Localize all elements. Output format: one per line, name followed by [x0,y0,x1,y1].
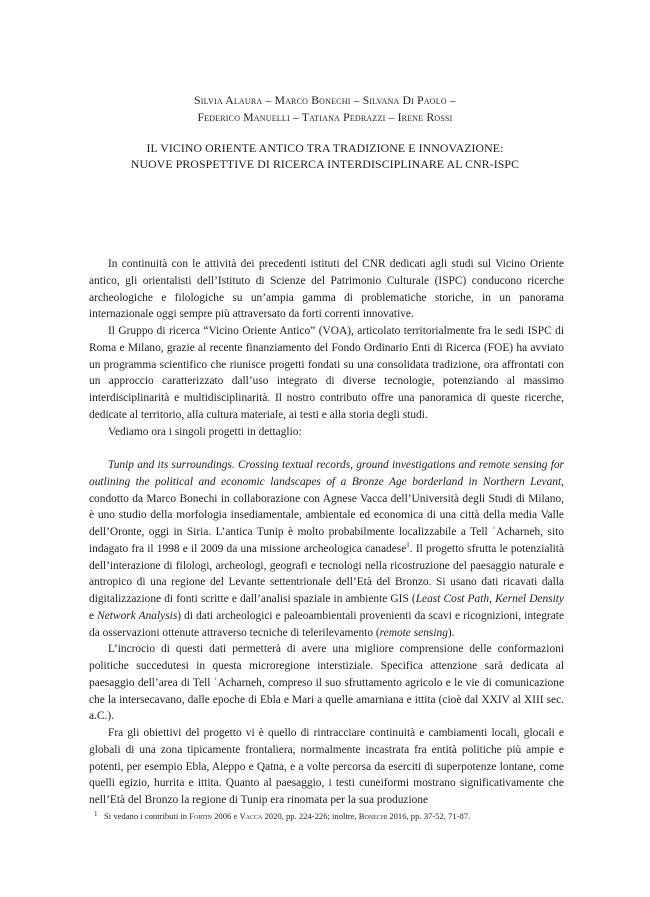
footnote-1: 1 Si vedano i contributi in Fortin 2006 e Vacca 2020, pp. 224-226; inoltre, Bonechi 2016, pp. 37-52, 71-87. [94,810,471,821]
author-line-1: Silvia Alaura – Marco Bonechi – Silvana Di Paolo – [194,94,456,107]
paragraph-data-crossing: L’incrocio di questi dati permetterà di avere una migliore comprensione delle conformazioni politiche succedutesi in questa microregione interstiziale. Specifica attenzione sarà dedicata al paesaggio dell’area di Tell ʿAcharneh, compreso il suo sfruttamento agricolo e le vie di comunicazione che la intersecavano, dalle epoche di Ebla e Mari a quelle amarniana e ittita (cioè dal XXIV al XIII sec. a.C.). [89,643,564,723]
paragraph-intro: In continuità con le attività dei precedenti istituti del CNR dedicati agli studi sul Vicino Oriente antico, gli orientalisti dell’Istituto di Scienze del Patrimonio Culturale (ISPC) conducono ricerche archeologiche e filologiche su un’ampia gamma di problematiche storiche, in un panorama internazionale oggi sempre più attraversato da forti correnti innovative. [89,258,564,321]
author-line-2: Federico Manuelli – Tatiana Pedrazzi – Irene Rossi [197,110,453,124]
paragraph-voa-group: Il Gruppo di ricerca “Vicino Oriente Antico” (VOA), articolato territorialmente fra le sedi ISPC di Roma e Milano, grazie al recente finanziamento del Fondo Ordinario Enti di Ricerca (FOE) ha avviato un programma scientifico che riunisce progetti fondati su una consolidata tradizione, ora affrontati con un approccio caratterizzato dall’uso integrato di diverse tecnologie, potenziando al massimo interdisciplinarità e multidisciplinarità. Il nostro contributo offre una panoramica di queste ricerche, dedicate al territorio, alla cultura materiale, ai testi e alla storia degli studi. [89,325,564,421]
footnote-reference: 1 [406,540,410,549]
title-line-2: NUOVE PROSPETTIVE DI RICERCA INTERDISCIPLINARE AL CNR-ISPC [130,157,520,171]
author-list [90,93,560,126]
title-line-1: IL VICINO ORIENTE ANTICO TRA TRADIZIONE E INNOVAZIONE: [146,141,504,155]
paragraph-tunip-project: Tunip and its surroundings. Crossing textual records, ground investigations and remote sensing for outlining the political and economic landscapes of a Bronze Age borderland in Northern Levant, condotto da Marco Bonechi in collaborazione con Agnese Vacca dell’Università degli Studi di Milano, è uno studio della morfologia insediamentale, ambientale ed economica di una città della media Valle dell’Oronte, oggi in Siria. L’antica Tunip è molto probabilmente localizzabile a Tell ʿAcharneh, sito indagato fra il 1998 e il 2009 da una missione archeologica canadese$^1$. Il progetto sfrutta le potenzialità dell’interazione di filologi, archeologi, geografi e tecnologi nella ricostruzione del paesaggio naturale e antropico di una regione del Levante settentrionale dell’Età del Bronzo. Si usano dati ricavati dalla digitalizzazione di fonti scritte e dall’analisi spaziale in ambiente GIS (Least Cost Path, Kernel Density e Network Analysis) di dati archeologici e paleoambientali provenienti da scavi e ricognizioni, integrate da osservazioni ottenute attraverso tecniche di telerilevamento (remote sensing). [89,459,564,639]
paragraph-objectives: Fra gli obiettivi del progetto vi è quello di rintracciare continuità e cambiamenti locali, glocali e globali di una zona tipicamente frontaliera, normalmente incastrata fra entità politiche più ampie e potenti, per esempio Ebla, Aleppo e Qatna, e a volte percorsa da eserciti di superpotenze lontane, come quelli egizio, hurrita e ittita. Quanto al paesaggio, i testi cuneiformi mostrano significativamente che nell’Età del Bronzo la regione di Tunip era rinomata per la sua produzione [89,727,564,806]
body-text [89,256,564,809]
footnote-mark: 1 [94,810,98,818]
project-title: Tunip and its surroundings. Crossing textual records, ground investigations and remote sensing for outlining the political and economic landscapes of a Bronze Age borderland in Northern Levant [89,459,564,488]
paragraph-projects-intro: Vediamo ora i singoli progetti in dettaglio: [108,425,302,438]
paper-title [80,140,570,172]
